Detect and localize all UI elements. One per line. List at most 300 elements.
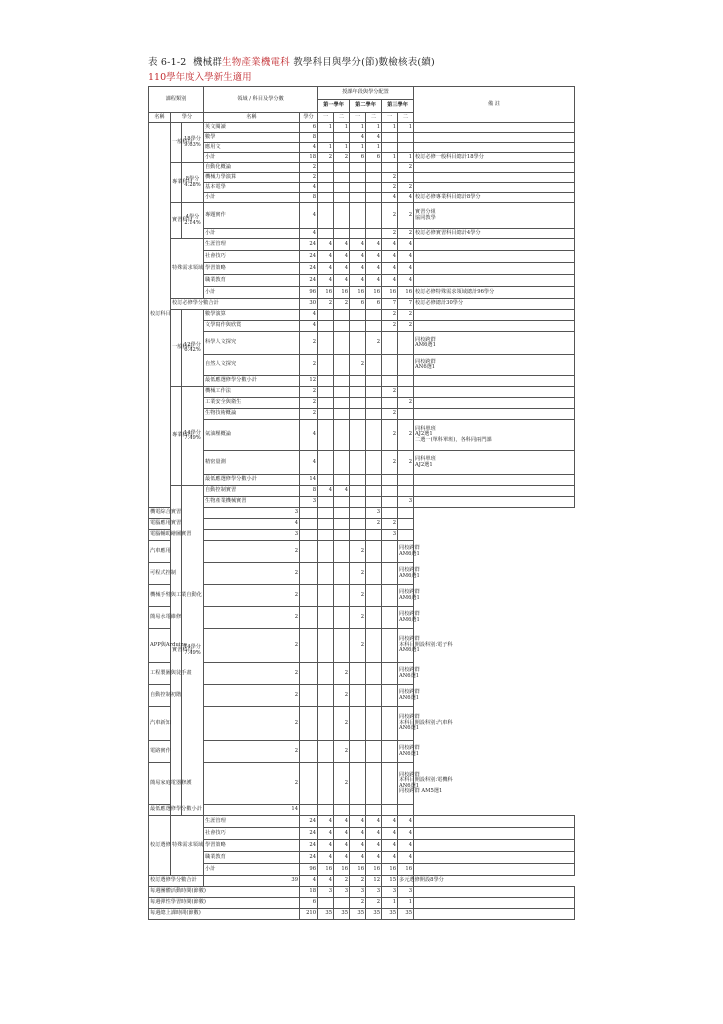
row-note: 同科單班 AJ2選1 二選一(單科單班)，各科同兩門課: [414, 420, 575, 451]
table-number: 表 6-1-2: [148, 57, 187, 68]
header-year1: 第一學年: [318, 100, 350, 113]
semester-credit: [334, 629, 350, 663]
semester-credit: 2: [382, 451, 398, 475]
subject-name: 職業教育: [204, 275, 300, 287]
semester-credit: 1: [382, 153, 398, 163]
row-note: [414, 887, 575, 898]
semester-credit: 1: [366, 123, 382, 133]
semester-credit: 2: [350, 585, 366, 607]
semester-credit: [334, 310, 350, 321]
semester-credit: 3: [366, 508, 382, 519]
semester-credit: 2: [366, 898, 382, 909]
semester-credit: [382, 707, 398, 741]
row-note: [414, 909, 575, 920]
semester-credit: 4: [318, 816, 334, 828]
semester-credit: 2: [382, 409, 398, 420]
row-note: [414, 239, 575, 251]
semester-credit: 4: [382, 275, 398, 287]
subject-credits: 2: [204, 763, 300, 805]
header-year2: 第二學年: [350, 100, 382, 113]
semester-credit: 35: [398, 909, 414, 920]
subject-name: 學習策略: [204, 263, 300, 275]
semester-credit: [366, 420, 382, 451]
subject-credits: 24: [300, 251, 318, 263]
semester-credit: [382, 355, 398, 376]
semester-credit: [318, 508, 334, 519]
semester-credit: [366, 409, 382, 420]
semester-credit: [382, 376, 398, 387]
semester-credit: [366, 355, 382, 376]
row-note: 校訂必修一般科目總計18學分: [414, 153, 575, 163]
semester-credit: 4: [398, 263, 414, 275]
semester-credit: [318, 321, 334, 332]
semester-credit: [300, 629, 318, 663]
semester-credit: [366, 563, 382, 585]
row-note: 同科單班 AJ2選1: [414, 451, 575, 475]
subject-name: 機械力學演算: [204, 173, 300, 183]
semester-credit: 1: [334, 123, 350, 133]
semester-credit: [318, 607, 334, 629]
row-note: 同校跨群 本科目開設科別:電子科 AM6選1: [398, 629, 414, 663]
semester-credit: 4: [382, 828, 398, 840]
semester-credit: [318, 173, 334, 183]
semester-credit: [334, 203, 350, 229]
semester-credit: 35: [382, 909, 398, 920]
semester-credit: 2: [366, 519, 382, 530]
header-year3: 第三學年: [382, 100, 414, 113]
subject-credits: 2: [204, 663, 300, 685]
document-subtitle: 110學年度入學新生適用: [148, 72, 252, 83]
semester-credit: [382, 475, 398, 486]
semester-credit: 1: [350, 123, 366, 133]
subject-name: 每週彈性學習時間(節數): [149, 898, 300, 909]
subject-name: 生涯管理: [204, 239, 300, 251]
semester-credit: 4: [334, 840, 350, 852]
semester-credit: [350, 321, 366, 332]
row-note: [414, 183, 575, 193]
subject-name: 機電綜合實習: [149, 508, 171, 519]
semester-credit: [366, 451, 382, 475]
subject-name: 機械工作法: [204, 387, 300, 398]
row-note: 同校跨群 AM6選1: [398, 541, 414, 563]
semester-credit: [366, 203, 382, 229]
semester-credit: 4: [334, 263, 350, 275]
semester-credit: 4: [318, 840, 334, 852]
semester-credit: [334, 321, 350, 332]
semester-credit: 4: [398, 840, 414, 852]
semester-credit: 2: [350, 541, 366, 563]
semester-credit: 4: [318, 852, 334, 864]
semester-credit: [300, 563, 318, 585]
semester-credit: [350, 707, 366, 741]
semester-credit: 4: [366, 251, 382, 263]
subject-credits: 24: [300, 263, 318, 275]
subject-name: APP與Arduino: [149, 629, 171, 663]
group-practical: 實習科目: [171, 203, 182, 239]
subject-name: 校訂選修學分數合計: [149, 876, 204, 887]
semester-credit: [366, 376, 382, 387]
subject-credits: 2: [300, 163, 318, 173]
subject-name: 生物技術概論: [204, 409, 300, 420]
semester-credit: [318, 663, 334, 685]
semester-credit: [334, 607, 350, 629]
semester-credit: 2: [398, 183, 414, 193]
subject-name: 科學人文探究: [204, 332, 300, 355]
semester-credit: 4: [398, 193, 414, 203]
subject-name: 精密量測: [204, 451, 300, 475]
subject-credits: 24: [300, 239, 318, 251]
semester-credit: 16: [398, 864, 414, 876]
semester-credit: [334, 805, 350, 816]
semester-credit: [398, 143, 414, 153]
subject-name: 職業教育: [204, 852, 300, 864]
semester-credit: [334, 541, 350, 563]
subject-name: 小計: [204, 153, 300, 163]
semester-credit: 2: [398, 420, 414, 451]
semester-credit: [366, 321, 382, 332]
semester-credit: 2: [398, 163, 414, 173]
subject-name: 電腦應用實習: [149, 519, 171, 530]
semester-credit: [366, 229, 382, 239]
semester-credit: 16: [398, 287, 414, 299]
semester-credit: [318, 133, 334, 143]
semester-credit: [382, 497, 398, 508]
header-y1-s2: 二: [334, 113, 350, 123]
semester-credit: 4: [366, 828, 382, 840]
subject-name: 學習策略: [204, 840, 300, 852]
row-note: 校訂必修總計30學分: [414, 299, 575, 310]
row-note: 同校跨群 本科目開設科別:電機科 AN6選1 同校跨群 AM5選1: [398, 763, 414, 805]
semester-credit: 6: [366, 299, 382, 310]
subject-name: 自動控制實習: [204, 486, 300, 497]
semester-credit: 1: [366, 143, 382, 153]
subject-credits: 24: [300, 828, 318, 840]
header-y1-s1: 一: [318, 113, 334, 123]
subject-credits: 3: [204, 530, 300, 541]
semester-credit: 16: [366, 864, 382, 876]
semester-credit: [366, 805, 382, 816]
semester-credit: [382, 585, 398, 607]
subject-credits: 24: [300, 840, 318, 852]
subject-name: 社會技巧: [204, 251, 300, 263]
semester-credit: 4: [318, 828, 334, 840]
semester-credit: [382, 143, 398, 153]
semester-credit: 16: [334, 287, 350, 299]
row-note: [414, 310, 575, 321]
semester-credit: 2: [382, 387, 398, 398]
subject-name: 小計: [204, 229, 300, 239]
semester-credit: 2: [382, 420, 398, 451]
semester-credit: [334, 497, 350, 508]
semester-credit: [334, 133, 350, 143]
group-general-credits: 18學分 9.63%: [182, 123, 204, 163]
row-note: [414, 409, 575, 420]
semester-credit: [318, 541, 334, 563]
semester-credit: 4: [382, 840, 398, 852]
subject-credits: 96: [300, 287, 318, 299]
semester-credit: [398, 355, 414, 376]
group-elective-general-credits: 12學分 6.42%: [182, 310, 204, 387]
semester-credit: [350, 508, 366, 519]
semester-credit: 4: [350, 239, 366, 251]
semester-credit: 4: [334, 251, 350, 263]
subject-credits: 24: [300, 275, 318, 287]
row-note: 實習分組 協同教學: [414, 203, 575, 229]
semester-credit: 4: [382, 816, 398, 828]
semester-credit: 4: [398, 251, 414, 263]
semester-credit: [300, 805, 318, 816]
semester-credit: 3: [398, 497, 414, 508]
semester-credit: [300, 741, 318, 763]
semester-credit: 35: [334, 909, 350, 920]
subject-name: 最低應選修學分數小計: [149, 805, 171, 816]
semester-credit: [334, 376, 350, 387]
document-title: [148, 54, 435, 68]
subject-credits: 6: [300, 898, 318, 909]
semester-credit: 1: [398, 898, 414, 909]
semester-credit: [382, 563, 398, 585]
subject-credits: 2: [300, 355, 318, 376]
group-special-needs: 特殊需求領域: [171, 239, 204, 299]
semester-credit: 4: [398, 852, 414, 864]
group-elective-special-needs: 特殊需求領域: [171, 816, 204, 876]
semester-credit: [366, 585, 382, 607]
semester-credit: 4: [350, 840, 366, 852]
semester-credit: [382, 398, 398, 409]
subject-credits: 2: [204, 685, 300, 707]
semester-credit: 4: [318, 275, 334, 287]
subject-credits: 4: [204, 519, 300, 530]
subject-credits: 2: [204, 541, 300, 563]
semester-credit: [366, 398, 382, 409]
subject-name: 電腦輔助繪圖實習: [149, 530, 171, 541]
semester-credit: [318, 376, 334, 387]
semester-credit: 16: [318, 864, 334, 876]
semester-credit: 4: [366, 263, 382, 275]
semester-credit: [382, 741, 398, 763]
semester-credit: [334, 508, 350, 519]
subject-name: 專題實作: [204, 203, 300, 229]
semester-credit: 4: [366, 852, 382, 864]
semester-credit: [334, 519, 350, 530]
semester-credit: 2: [350, 876, 366, 887]
semester-credit: 4: [366, 816, 382, 828]
semester-credit: 4: [318, 486, 334, 497]
subject-name: 每週總上課時間(節數): [149, 909, 300, 920]
subject-credits: 2: [300, 398, 318, 409]
semester-credit: 4: [398, 275, 414, 287]
semester-credit: 12: [366, 876, 382, 887]
subject-credits: 2: [300, 409, 318, 420]
subject-name: 文學寫作與欣賞: [204, 321, 300, 332]
semester-credit: [350, 163, 366, 173]
semester-credit: [366, 193, 382, 203]
semester-credit: 4: [350, 816, 366, 828]
subject-name: 英文閱讀: [204, 123, 300, 133]
semester-credit: [318, 398, 334, 409]
row-note: 同校跨群 AN6選1: [414, 355, 575, 376]
subject-credits: 2: [204, 585, 300, 607]
semester-credit: [366, 663, 382, 685]
semester-credit: [366, 497, 382, 508]
semester-credit: [366, 541, 382, 563]
row-note: [414, 173, 575, 183]
subject-credits: 14: [300, 475, 318, 486]
subject-credits: 96: [300, 864, 318, 876]
semester-credit: [350, 805, 366, 816]
subject-credits: 4: [300, 183, 318, 193]
subject-name: 自動控制初階: [149, 685, 171, 707]
semester-credit: 4: [318, 263, 334, 275]
semester-credit: 2: [334, 763, 350, 805]
semester-credit: [350, 398, 366, 409]
semester-credit: [350, 376, 366, 387]
subject-name: 汽車新知: [149, 707, 171, 741]
row-note: [414, 133, 575, 143]
semester-credit: [318, 310, 334, 321]
semester-credit: [350, 420, 366, 451]
row-note: [414, 163, 575, 173]
subject-credits: 8: [300, 486, 318, 497]
group-name: 機械群: [192, 57, 223, 68]
semester-credit: 2: [350, 629, 366, 663]
semester-credit: 4: [382, 251, 398, 263]
semester-credit: 2: [398, 203, 414, 229]
semester-credit: 6: [350, 299, 366, 310]
semester-credit: 15: [382, 876, 398, 887]
semester-credit: [350, 475, 366, 486]
semester-credit: [334, 585, 350, 607]
semester-credit: [318, 420, 334, 451]
header-y2-s2: 二: [366, 113, 382, 123]
semester-credit: 4: [382, 239, 398, 251]
semester-credit: [350, 530, 366, 541]
semester-credit: [398, 475, 414, 486]
semester-credit: [334, 398, 350, 409]
row-note: [414, 816, 575, 828]
row-note: [414, 123, 575, 133]
semester-credit: 4: [382, 263, 398, 275]
semester-credit: 3: [382, 887, 398, 898]
semester-credit: [350, 763, 366, 805]
semester-credit: [382, 332, 398, 355]
header-y2-s1: 一: [350, 113, 366, 123]
subject-credits: 12: [300, 376, 318, 387]
semester-credit: 2: [398, 321, 414, 332]
subject-name: 汽車應用: [149, 541, 171, 563]
subject-name: 小計: [204, 864, 300, 876]
semester-credit: [366, 486, 382, 497]
semester-credit: 16: [350, 864, 366, 876]
semester-credit: [334, 420, 350, 451]
header-subject-name: 名稱: [204, 113, 300, 123]
semester-credit: [350, 486, 366, 497]
semester-credit: [382, 805, 398, 816]
group-elective-professional: 專業科目: [171, 387, 182, 486]
semester-credit: 3: [382, 530, 398, 541]
semester-credit: 4: [398, 828, 414, 840]
semester-credit: [382, 486, 398, 497]
semester-credit: 1: [398, 123, 414, 133]
semester-credit: [318, 355, 334, 376]
semester-credit: [334, 163, 350, 173]
semester-credit: [350, 387, 366, 398]
semester-credit: 16: [334, 864, 350, 876]
semester-credit: [318, 451, 334, 475]
subject-name: 小計: [204, 193, 300, 203]
semester-credit: 2: [334, 876, 350, 887]
subject-credits: 30: [300, 299, 318, 310]
subject-credits: 2: [204, 607, 300, 629]
subject-name: 簡易家庭電器修護: [149, 763, 171, 805]
semester-credit: [318, 203, 334, 229]
subject-name: 數學演算: [204, 310, 300, 321]
semester-credit: 4: [350, 263, 366, 275]
semester-credit: [318, 497, 334, 508]
semester-credit: [398, 173, 414, 183]
row-note: 同校跨群 AN6選1: [398, 663, 414, 685]
semester-credit: 4: [366, 275, 382, 287]
semester-credit: [366, 763, 382, 805]
subject-name: 電路實作: [149, 741, 171, 763]
semester-credit: 2: [350, 607, 366, 629]
semester-credit: [350, 310, 366, 321]
subject-name: 機械手臂與工業自動化: [149, 585, 171, 607]
subject-name: 可程式控制: [149, 563, 171, 585]
semester-credit: [334, 332, 350, 355]
semester-credit: 4: [334, 275, 350, 287]
semester-credit: [382, 508, 398, 519]
semester-credit: [350, 409, 366, 420]
subject-name: 基本電學: [204, 183, 300, 193]
semester-credit: [334, 183, 350, 193]
group-professional-credits: 8學分 4.28%: [182, 163, 204, 203]
subject-credits: 2: [204, 707, 300, 741]
semester-credit: 4: [398, 239, 414, 251]
subject-credits: 4: [300, 420, 318, 451]
row-note: [414, 898, 575, 909]
row-note: [414, 376, 575, 387]
subject-name: 最低應選修學分數小計: [204, 376, 300, 387]
semester-credit: 16: [382, 864, 398, 876]
semester-credit: [300, 685, 318, 707]
header-domain-subject: 領域 / 科目及學分數: [204, 87, 318, 113]
semester-credit: 2: [398, 451, 414, 475]
semester-credit: 35: [350, 909, 366, 920]
row-note: [414, 840, 575, 852]
row-note: [414, 852, 575, 864]
semester-credit: [350, 663, 366, 685]
semester-credit: [350, 183, 366, 193]
subject-credits: 2: [300, 387, 318, 398]
semester-credit: [300, 508, 318, 519]
row-note: 同校跨群 AN6選1: [398, 685, 414, 707]
semester-credit: 16: [350, 287, 366, 299]
header-semester-allocation: 授課年段與學分配置: [318, 87, 414, 100]
semester-credit: 4: [300, 876, 318, 887]
semester-credit: [318, 519, 334, 530]
semester-credit: 4: [350, 251, 366, 263]
subject-credits: 4: [300, 229, 318, 239]
semester-credit: 2: [398, 398, 414, 409]
semester-credit: 4: [318, 239, 334, 251]
semester-credit: 16: [382, 287, 398, 299]
header-notes: 備 註: [414, 87, 575, 123]
row-note: 校訂必修特殊需求領域總計96學分: [414, 287, 575, 299]
semester-credit: 4: [366, 239, 382, 251]
semester-credit: 2: [398, 310, 414, 321]
group-school-required: 校訂科目: [149, 123, 171, 508]
